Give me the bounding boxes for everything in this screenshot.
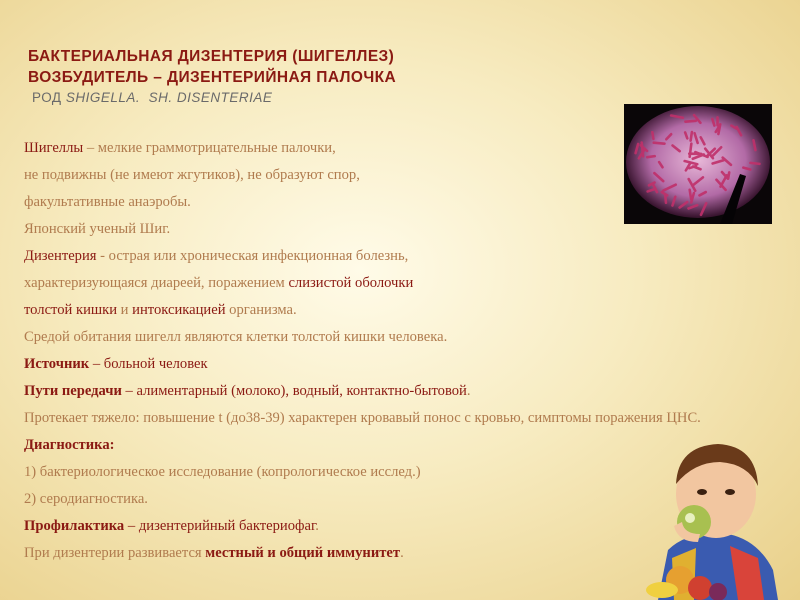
term-shigella: Шигеллы	[24, 140, 84, 156]
term-intoxication: интоксикацией	[132, 302, 226, 318]
line-shiga: Японский ученый Шиг.	[24, 221, 171, 237]
text: –	[121, 383, 137, 399]
line-shigella	[24, 140, 724, 157]
text: .	[400, 545, 404, 561]
text: и	[117, 302, 133, 318]
term-transmission: Пути передачи	[24, 383, 122, 399]
text: .	[466, 383, 471, 399]
text: .	[315, 518, 319, 534]
term-mucosa: слизистой оболочки	[288, 275, 414, 291]
line-colon	[24, 302, 724, 319]
line-diarrhea	[24, 275, 724, 292]
text: - острая или хроническая инфекционная болезнь,	[96, 248, 409, 264]
line-diagnostics	[24, 437, 724, 454]
bacterium-rod	[652, 132, 653, 139]
text: –	[89, 356, 104, 372]
term-dysentery: Дизентерия	[24, 248, 97, 264]
slide-title-line-2: ВОЗБУДИТЕЛЬ – ДИЗЕНТЕРИЙНАЯ ПАЛОЧКА	[28, 69, 397, 86]
term-colon: толстой кишки	[24, 302, 118, 318]
text: организма.	[225, 302, 297, 318]
term-immunity: местный и общий иммунитет	[205, 545, 401, 561]
slide-header	[28, 46, 588, 107]
text: характеризующаяся диареей, поражением	[24, 275, 289, 291]
text: – мелкие граммотрицательные палочки,	[83, 140, 336, 156]
text: –	[124, 518, 139, 534]
line-diag-2: 2) серодиагностика.	[24, 491, 148, 507]
line-diag-1: 1) бактериологическое исследование (копрологическое исслед.)	[24, 464, 421, 480]
line-immunity	[24, 545, 724, 562]
text: дизентерийный бактериофаг	[138, 518, 316, 534]
subtitle-prefix: РОД	[32, 90, 66, 105]
line-no-motility: не подвижны (не имеют жгутиков), не образуют спор,	[24, 167, 360, 183]
line-anaerobes: факультативные анаэробы.	[24, 194, 191, 210]
line-source	[24, 356, 724, 373]
bacterium-rod	[685, 121, 695, 122]
term-diagnostics: Диагностика:	[24, 437, 115, 453]
slide-body	[24, 140, 724, 572]
term-source: Источник	[24, 356, 90, 372]
line-habitat: Средой обитания шигелл являются клетки толстой кишки человека.	[24, 329, 448, 345]
term-prophylaxis: Профилактика	[24, 518, 125, 534]
text: При дизентерии развивается	[24, 545, 206, 561]
line-prophylaxis	[24, 518, 724, 535]
subtitle-genus: SHIGELLA.	[65, 90, 141, 105]
line-course: Протекает тяжело: повышение t (до38-39) характерен кровавый понос с кровью, симптомы поражения ЦНС.	[24, 410, 701, 426]
line-dysentery	[24, 248, 724, 265]
text: больной человек	[103, 356, 208, 372]
slide-title-line-1: БАКТЕРИАЛЬНАЯ ДИЗЕНТЕРИЯ (ШИГЕЛЛЕЗ)	[28, 48, 395, 65]
line-transmission	[24, 383, 724, 400]
text: алиментарный (молоко), водный, контактно-бытовой	[136, 383, 467, 399]
bacterium-rod	[750, 163, 759, 164]
slide-subtitle	[32, 88, 588, 107]
subtitle-species: SH. DISENTERIAE	[148, 90, 273, 105]
